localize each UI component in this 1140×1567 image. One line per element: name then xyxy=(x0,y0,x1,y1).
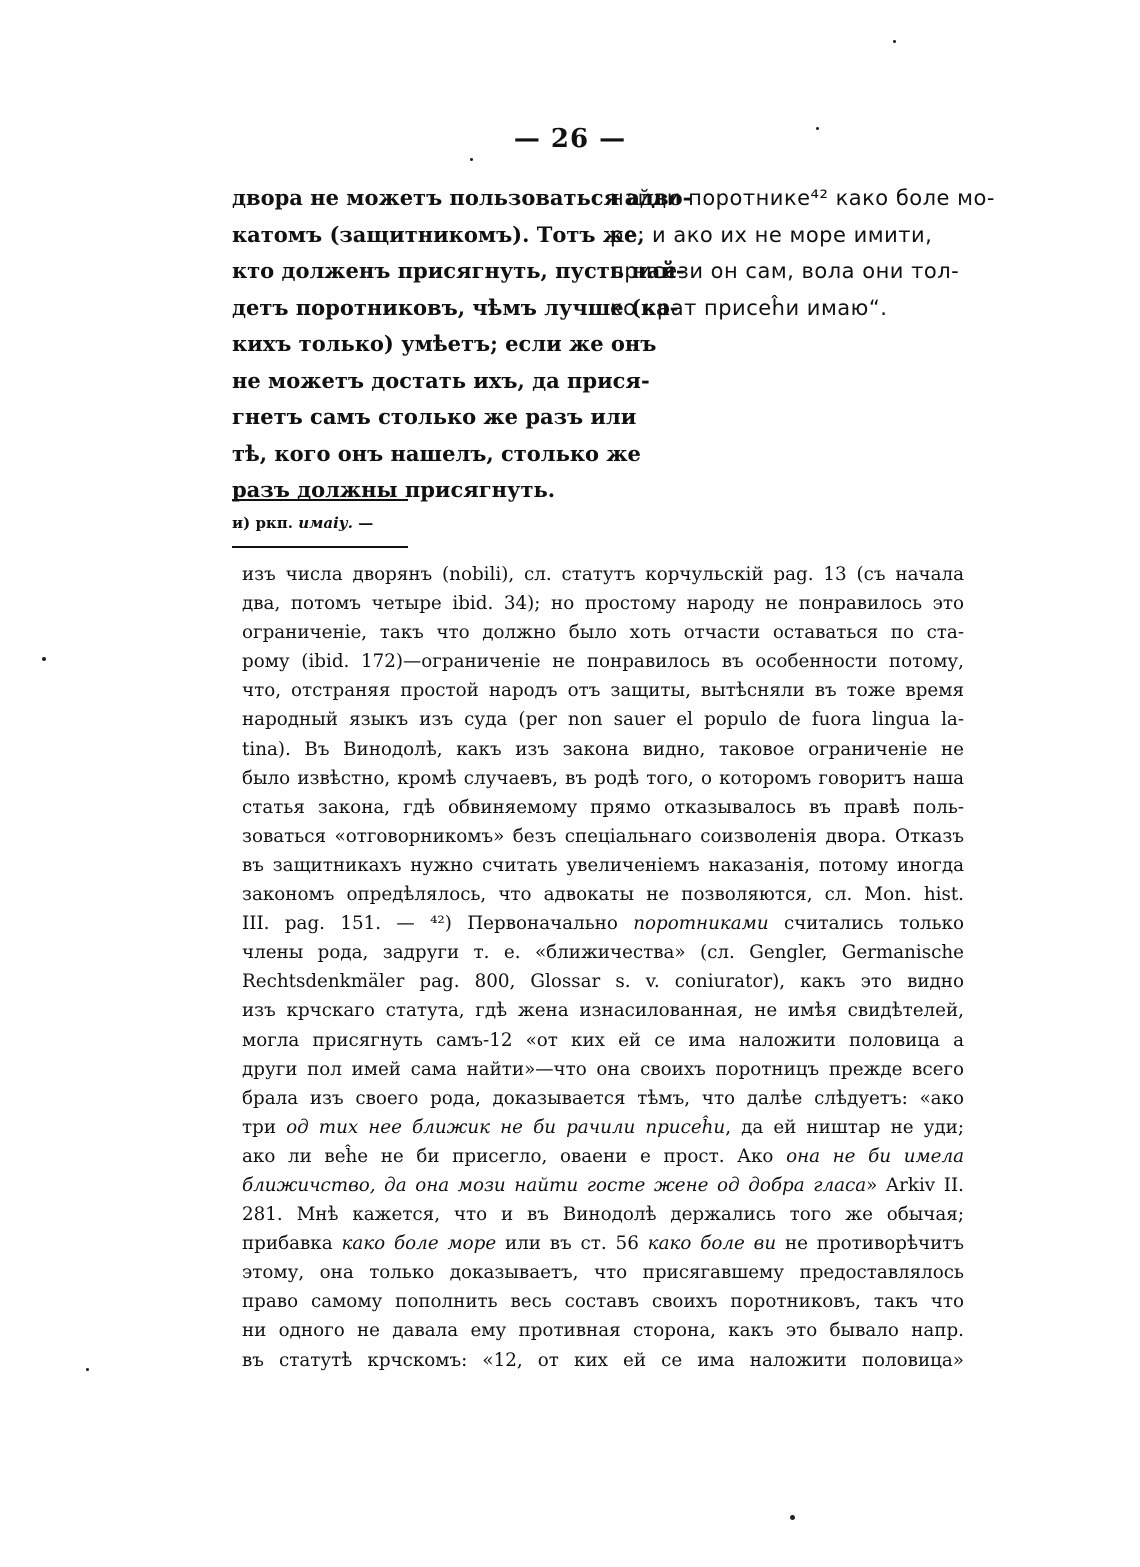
italic-run: како боле ви xyxy=(647,1233,777,1255)
italic-run: поротниками xyxy=(633,913,769,935)
text-run: Rechtsdenkmäler pag. 800, Glossar s. v. coniurator), какъ это видно xyxy=(242,971,964,993)
text-run: члены рода, задруги т. е. «ближичества» (сл. Gengler, Germanische xyxy=(242,942,964,964)
text-run: , да ей ништар не уди; xyxy=(725,1116,965,1138)
scan-speck xyxy=(470,158,473,161)
text-run: » Arkiv II. xyxy=(866,1174,964,1196)
text-run: ни одного не давала ему противная сторона, какъ это бывало напр. xyxy=(242,1320,964,1342)
body-line xyxy=(242,1287,964,1316)
right-line: найди поротнике⁴² како боле мо- xyxy=(610,186,995,210)
scan-speck xyxy=(790,1515,795,1520)
body-line xyxy=(242,793,964,822)
text-run: изъ крчскаго статута, гдѣ жена изнасилованная, не имѣя свидѣтелей, xyxy=(242,1000,964,1022)
body-line xyxy=(242,938,964,967)
text-run: статья закона, гдѣ обвиняемому прямо отказывалось въ правѣ поль- xyxy=(242,796,964,818)
text-run: въ защитникахъ нужно считать увеличеніемъ наказанія, потому иногда xyxy=(242,854,964,876)
text-run: tina). Въ Винодолѣ, какъ изъ закона видно, таковое ограниченіе не xyxy=(242,738,964,760)
body-line xyxy=(242,1258,964,1287)
footnote-separator-top xyxy=(232,499,408,501)
commentary-text xyxy=(242,560,964,1375)
text-run: или въ ст. 56 xyxy=(496,1233,648,1255)
body-line xyxy=(242,1171,964,1200)
left-line: двора не можетъ пользоваться адво- xyxy=(232,185,692,210)
text-run: въ статутѣ крчскомъ: «12, от ких ей се има наложити половица» xyxy=(242,1349,964,1371)
text-run: право самому пополнить весь составъ своихъ поротниковъ, такъ что xyxy=(242,1291,964,1313)
body-line xyxy=(242,1316,964,1345)
right-line: присези он сам, вола они тол- xyxy=(610,259,960,283)
body-line xyxy=(242,647,964,676)
body-line xyxy=(242,880,964,909)
text-run: брала изъ своего рода, доказывается тѣмъ, что далѣе слѣдуетъ: «ако xyxy=(242,1087,964,1109)
text-run: зоваться «отговорникомъ» безъ спеціальнаго соизволенія двора. Отказъ xyxy=(242,825,964,847)
italic-run: од тих нее ближик не би рачили присеĥи xyxy=(286,1116,726,1138)
body-line xyxy=(242,851,964,880)
text-run: ако ли веĥе не би присегло, оваени е прост. Ако xyxy=(242,1145,787,1167)
body-line xyxy=(242,676,964,705)
body-line xyxy=(242,822,964,851)
text-run: три xyxy=(242,1116,287,1138)
text-run: прибавка xyxy=(242,1233,342,1255)
left-line: гнетъ самъ столько же разъ или xyxy=(232,404,637,429)
body-line xyxy=(242,1142,964,1171)
left-line: не можетъ достать ихъ, да прися- xyxy=(232,367,650,393)
scan-speck xyxy=(816,127,819,130)
text-run: рому (ibid. 172)—ограниченіе не понравилось въ особенности потому, xyxy=(242,651,964,673)
left-line: тѣ, кого онъ нашелъ, столько же xyxy=(232,440,641,466)
page-number: — 26 — xyxy=(513,124,627,154)
text-run: III. pag. 151. — ⁴²) Первоначально xyxy=(242,913,634,935)
left-line: кто долженъ присягнуть, пусть най- xyxy=(232,258,685,283)
footnote-word: имаіу. xyxy=(298,514,353,532)
left-line: кихъ только) умѣетъ; если же онъ xyxy=(232,331,657,356)
text-run: что, отстраняя простой народъ отъ защиты, вытѣсняли въ тоже время xyxy=(242,680,964,702)
scan-speck xyxy=(42,657,46,661)
italic-run: како боле море xyxy=(341,1233,497,1255)
body-line xyxy=(242,1229,964,1258)
left-line: детъ поротниковъ, чѣмъ лучше (ка- xyxy=(232,294,679,320)
body-line xyxy=(242,1200,964,1229)
text-run: могла присягнуть самъ-12 «от ких ей се има наложити половица а xyxy=(242,1029,964,1051)
body-line xyxy=(242,1346,964,1375)
body-line xyxy=(242,589,964,618)
body-line xyxy=(242,735,964,764)
body-line xyxy=(242,618,964,647)
text-run: ограниченіе, такъ что должно было хоть отчасти оставаться по ста- xyxy=(242,622,964,644)
text-run: считались только xyxy=(768,913,964,935)
text-run: не противорѣчитъ xyxy=(776,1233,965,1255)
text-run: изъ числа дворянъ (nobili), сл. статутъ корчульскій pag. 13 (съ начала xyxy=(242,564,964,585)
body-line xyxy=(242,909,964,938)
text-run: было извѣстно, кромѣ случаевъ, въ родѣ того, о которомъ говоритъ наша xyxy=(242,767,964,789)
scan-speck xyxy=(893,40,896,43)
body-line xyxy=(242,1055,964,1084)
italic-run: ближичство, да она мози найти госте жене од добра гласа xyxy=(242,1174,867,1196)
body-line xyxy=(242,1113,964,1142)
text-run: закономъ опредѣлялось, что адвокаты не позволяются, сл. Mon. hist. xyxy=(242,884,964,906)
footnote xyxy=(232,510,373,536)
right-line: ко крат присеĥи имаю“. xyxy=(610,295,888,320)
footnote-marker: и) ркп. xyxy=(232,514,293,532)
body-line xyxy=(242,560,964,589)
body-line xyxy=(242,1026,964,1055)
left-column-text xyxy=(232,180,692,509)
body-line xyxy=(242,764,964,793)
text-run: народный языкъ изъ суда (per non sauer el populo de fuora lingua la- xyxy=(242,709,964,731)
text-run: други пол имей сама найти»—что она своихъ поротницъ прежде всего xyxy=(242,1058,964,1080)
text-run: этому, она только доказываетъ, что присягавшему предоставлялось xyxy=(242,1262,964,1284)
right-column-text xyxy=(610,180,995,326)
body-line xyxy=(242,705,964,734)
scan-speck xyxy=(86,1368,89,1371)
text-run: два, потомъ четыре ibid. 34); но простому народу не понравилось это xyxy=(242,593,964,615)
body-line xyxy=(242,996,964,1025)
footnote-dash: — xyxy=(358,514,374,532)
footnote-separator-bottom xyxy=(232,546,408,548)
left-line: разъ должны присягнуть. xyxy=(232,477,556,502)
body-line xyxy=(242,967,964,996)
italic-run: она не би имела xyxy=(786,1145,964,1167)
left-line: катомъ (защитникомъ). Тотъ же, xyxy=(232,221,645,247)
text-run: 281. Мнѣ кажется, что и въ Винодолѣ держались того же обычая; xyxy=(242,1204,964,1226)
body-line xyxy=(242,1084,964,1113)
right-line: ре; и ако их не море имити, xyxy=(610,222,933,247)
